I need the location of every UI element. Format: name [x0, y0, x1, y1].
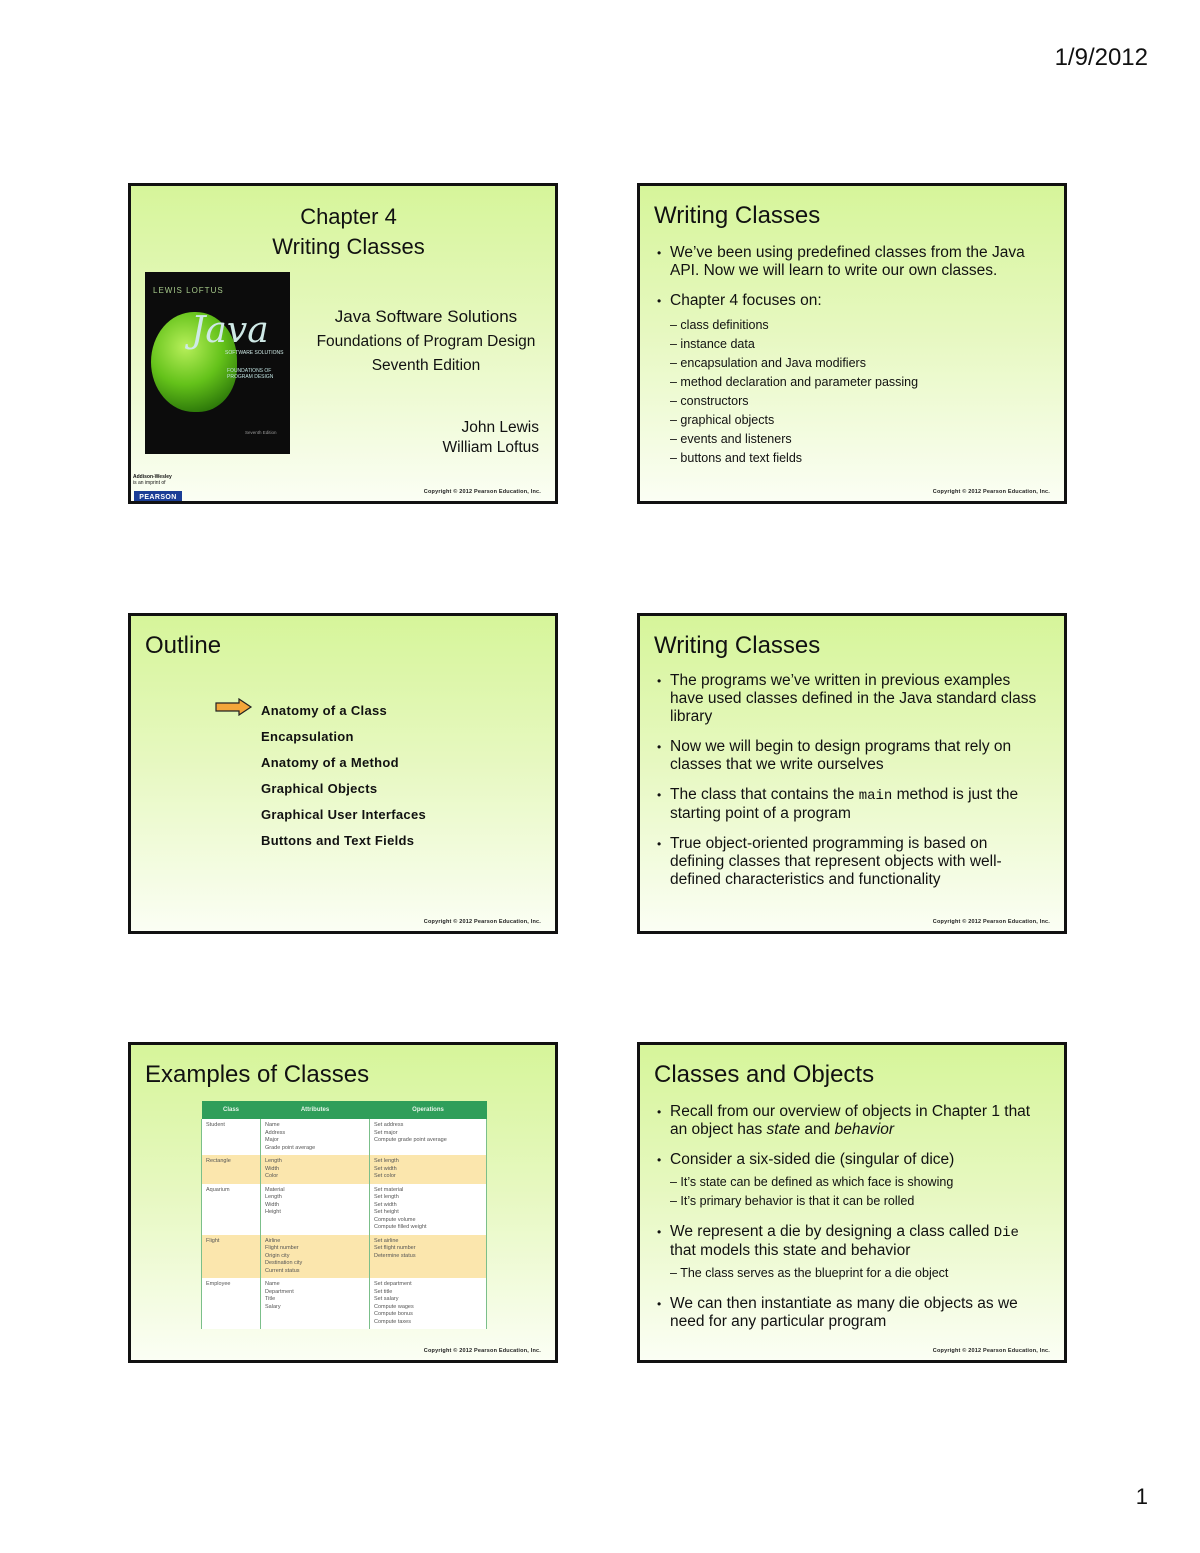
- code-text: main: [858, 788, 893, 804]
- slide-title: Writing Classes: [654, 202, 821, 229]
- table-cell: Name Department Title Salary: [261, 1278, 370, 1329]
- table-cell: Set department Set title Set salary Compute wages Compute bonus Compute taxes: [370, 1278, 487, 1329]
- book-cover-authors: LEWIS LOFTUS: [153, 286, 224, 295]
- table-cell: Material Length Width Height: [261, 1184, 370, 1235]
- code-text: Die: [993, 1225, 1019, 1241]
- table-cell: Flight: [202, 1235, 261, 1279]
- bullet-item: [654, 1151, 1046, 1211]
- bullet-item: [654, 1295, 1046, 1331]
- table-cell: Rectangle: [202, 1155, 261, 1184]
- chapter-title: Writing Classes: [272, 234, 425, 259]
- chapter-heading: [131, 202, 558, 262]
- bullet-item: [654, 835, 1042, 889]
- book-cover-subtitle: SOFTWARE SOLUTIONS: [225, 350, 284, 356]
- slide-2: [637, 183, 1067, 504]
- bullet-text: We’ve been using predefined classes from the Java API. Now we will learn to write our own classes.: [670, 244, 1025, 279]
- table-cell: Student: [202, 1119, 261, 1155]
- bullet-list: [654, 672, 1042, 901]
- slide-5: [128, 1042, 558, 1363]
- table-cell: Set length Set width Set color: [370, 1155, 487, 1184]
- copyright: Copyright © 2012 Pearson Education, Inc.: [423, 489, 541, 495]
- page-number: 1: [1135, 1484, 1148, 1509]
- classes-table: [201, 1101, 487, 1329]
- copyright: Copyright © 2012 Pearson Education, Inc.: [932, 1348, 1050, 1354]
- publisher-name: Addison-Wesley: [133, 474, 172, 480]
- page-date: 1/9/2012: [1054, 44, 1148, 71]
- bullet-list: [654, 244, 1046, 480]
- bullet-list: [654, 1103, 1046, 1343]
- copyright: Copyright © 2012 Pearson Education, Inc.: [932, 489, 1050, 495]
- table-header: Class: [202, 1101, 261, 1119]
- table-row: [202, 1278, 487, 1329]
- bullet-item: [654, 1223, 1046, 1283]
- table-header: Attributes: [261, 1101, 370, 1119]
- sub-list: [670, 316, 1046, 468]
- sub-item: – It’s primary behavior is that it can be rolled: [670, 1194, 915, 1208]
- sub-item: – buttons and text fields: [670, 451, 803, 465]
- slide-title: Examples of Classes: [145, 1061, 370, 1088]
- book-cover-subtitle2: [227, 368, 273, 380]
- book-cover-edition: Seventh Edition: [245, 430, 277, 435]
- bullet-text: method is just the starting point of a program: [670, 786, 1019, 822]
- table-row: [202, 1155, 487, 1184]
- outline-item: Graphical Objects: [261, 781, 378, 796]
- bullet-text: and: [800, 1121, 835, 1138]
- pearson-logo: PEARSON: [134, 491, 182, 504]
- slide-title: Writing Classes: [654, 632, 821, 659]
- table-cell: Length Width Color: [261, 1155, 370, 1184]
- sub-item: – method declaration and parameter passing: [670, 375, 919, 389]
- bullet-item: [654, 292, 1046, 468]
- bullet-item: [654, 244, 1046, 280]
- table-cell: Set material Set length Set width Set height Compute volume Compute filled weight: [370, 1184, 487, 1235]
- book-info: [299, 304, 553, 378]
- arrow-right-icon: [215, 698, 253, 716]
- bullet-text: We can then instantiate as many die objects as we need for any particular program: [670, 1295, 1018, 1330]
- emphasis-text: behavior: [834, 1121, 895, 1138]
- emphasis-text: state: [766, 1121, 801, 1138]
- bullet-item: [654, 1103, 1046, 1139]
- sub-list: [670, 1173, 1046, 1211]
- outline-list: [261, 698, 426, 854]
- author-2: William Loftus: [442, 439, 539, 456]
- bullet-text: We represent a die by designing a class called: [670, 1223, 994, 1240]
- book-subtitle: Foundations of Program Design: [316, 333, 536, 350]
- bullet-text: Chapter 4 focuses on:: [670, 292, 822, 309]
- outline-item: Anatomy of a Method: [261, 755, 399, 770]
- copyright: Copyright © 2012 Pearson Education, Inc.: [932, 919, 1050, 925]
- sub-item: – graphical objects: [670, 413, 775, 427]
- bullet-item: [654, 672, 1042, 726]
- table-cell: Set address Set major Compute grade point average: [370, 1119, 487, 1155]
- sub-item: – instance data: [670, 337, 755, 351]
- sub-item: – encapsulation and Java modifiers: [670, 356, 866, 370]
- slide-title: Classes and Objects: [654, 1061, 875, 1088]
- book-cover-subtitle2-line2: PROGRAM DESIGN: [227, 374, 274, 380]
- table-cell: Set airline Set flight number Determine status: [370, 1235, 487, 1279]
- publisher-imprint-text: is an imprint of: [133, 480, 166, 486]
- chapter-number: Chapter 4: [300, 204, 397, 229]
- bullet-item: [654, 786, 1042, 823]
- outline-item: Graphical User Interfaces: [261, 807, 427, 822]
- authors: [443, 418, 539, 458]
- outline-item: Anatomy of a Class: [261, 703, 388, 718]
- sub-item: – It’s state can be defined as which face is showing: [670, 1175, 954, 1189]
- table-body: [202, 1119, 487, 1329]
- sub-item: – constructors: [670, 394, 749, 408]
- copyright: Copyright © 2012 Pearson Education, Inc.: [423, 919, 541, 925]
- author-1: John Lewis: [461, 419, 539, 436]
- table-header: Operations: [370, 1101, 487, 1119]
- book-cover-title: Java: [191, 310, 269, 351]
- bullet-text: Recall from our overview of objects in Chapter 1 that an object has: [670, 1103, 1031, 1138]
- book-edition: Seventh Edition: [371, 357, 481, 374]
- bullet-text: The class that contains the: [670, 786, 859, 803]
- sub-item: – class definitions: [670, 318, 769, 332]
- copyright: Copyright © 2012 Pearson Education, Inc.: [423, 1348, 541, 1354]
- slide-4: [637, 613, 1067, 934]
- outline-item: Encapsulation: [261, 729, 354, 744]
- slide-6: [637, 1042, 1067, 1363]
- bullet-text: The programs we’ve written in previous examples have used classes defined in the Java standard class library: [670, 672, 1037, 725]
- outline-item: Buttons and Text Fields: [261, 833, 415, 848]
- bullet-text: that models this state and behavior: [670, 1242, 911, 1259]
- table-cell: Airline Flight number Origin city Destination city Current status: [261, 1235, 370, 1279]
- table-row: [202, 1184, 487, 1235]
- sub-item: – events and listeners: [670, 432, 792, 446]
- table-cell: Employee: [202, 1278, 261, 1329]
- table-row: [202, 1119, 487, 1155]
- book-cover-image: [145, 272, 290, 454]
- slide-title: Outline: [145, 632, 222, 659]
- sub-list: [670, 1264, 1046, 1283]
- publisher-imprint: [133, 474, 172, 486]
- book-title: Java Software Solutions: [334, 307, 518, 326]
- bullet-text: True object-oriented programming is based on defining classes that represent objects with well-defined characteristics and functionality: [670, 835, 1002, 888]
- slide-3: [128, 613, 558, 934]
- bullet-text: Consider a six-sided die (singular of dice): [670, 1151, 955, 1168]
- book-cover-subtitle2-line1: FOUNDATIONS OF: [227, 368, 272, 374]
- sub-item: – The class serves as the blueprint for a die object: [670, 1266, 949, 1280]
- table-cell: Name Address Major Grade point average: [261, 1119, 370, 1155]
- slide-1: [128, 183, 558, 504]
- table-cell: Aquarium: [202, 1184, 261, 1235]
- bullet-item: [654, 738, 1042, 774]
- table-row: [202, 1235, 487, 1279]
- bullet-text: Now we will begin to design programs that rely on classes that we write ourselves: [670, 738, 1012, 773]
- table-header-row: [202, 1101, 487, 1119]
